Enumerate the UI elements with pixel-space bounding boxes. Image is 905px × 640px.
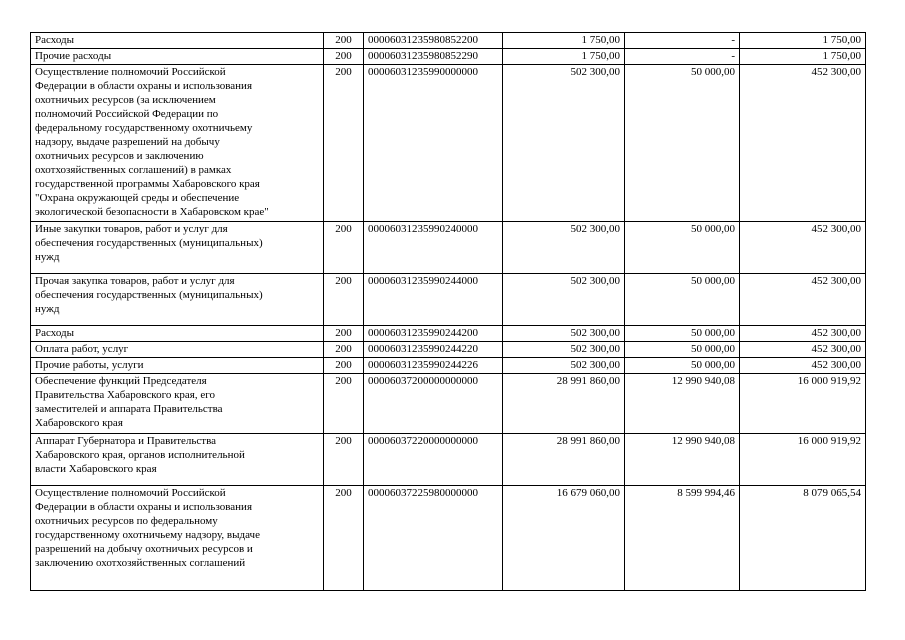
table-row [31,65,866,222]
unexecuted-amount-cell: 1 750,00 [740,49,866,65]
executed-amount-cell: 50 000,00 [625,326,740,342]
unexecuted-amount-cell: 1 750,00 [740,33,866,49]
table-row [31,222,866,274]
budget-execution-table [30,32,866,591]
executed-amount-cell: 8 599 994,46 [625,486,740,591]
unexecuted-amount-cell: 452 300,00 [740,326,866,342]
executed-amount-cell: 50 000,00 [625,65,740,222]
table-row [31,33,866,49]
table-body [31,33,866,591]
executed-amount-cell: - [625,33,740,49]
approved-amount-cell: 1 750,00 [503,49,625,65]
line-code-cell: 200 [324,274,364,326]
unexecuted-amount-cell: 452 300,00 [740,222,866,274]
unexecuted-amount-cell: 16 000 919,92 [740,374,866,434]
table-row [31,274,866,326]
approved-amount-cell: 502 300,00 [503,342,625,358]
line-code-cell: 200 [324,374,364,434]
line-code-cell: 200 [324,434,364,486]
executed-amount-cell: 12 990 940,08 [625,374,740,434]
budget-code-cell: 00006031235990244226 [364,358,503,374]
approved-amount-cell: 28 991 860,00 [503,434,625,486]
approved-amount-cell: 502 300,00 [503,326,625,342]
executed-amount-cell: - [625,49,740,65]
executed-amount-cell: 50 000,00 [625,274,740,326]
line-code-cell: 200 [324,33,364,49]
budget-code-cell: 00006031235980852290 [364,49,503,65]
line-code-cell: 200 [324,326,364,342]
approved-amount-cell: 502 300,00 [503,65,625,222]
budget-code-cell: 00006037200000000000 [364,374,503,434]
unexecuted-amount-cell: 16 000 919,92 [740,434,866,486]
row-name-cell: Оплата работ, услуг [31,342,324,358]
line-code-cell: 200 [324,486,364,591]
row-name-cell: Прочие расходы [31,49,324,65]
table-row [31,486,866,591]
row-name-cell: Аппарат Губернатора и Правительства Хабаровского края, органов исполнительной власти Хабаровского края [31,434,324,486]
budget-code-cell: 00006031235990244220 [364,342,503,358]
unexecuted-amount-cell: 452 300,00 [740,65,866,222]
table-row [31,342,866,358]
executed-amount-cell: 50 000,00 [625,342,740,358]
budget-code-cell: 00006031235980852200 [364,33,503,49]
budget-code-cell: 00006031235990244000 [364,274,503,326]
line-code-cell: 200 [324,49,364,65]
budget-code-cell: 00006031235990240000 [364,222,503,274]
line-code-cell: 200 [324,358,364,374]
row-name-cell: Обеспечение функций Председателя Правительства Хабаровского края, его заместителей и аппарата Правительства Хабаровского края [31,374,324,434]
row-name-cell: Осуществление полномочий Российской Федерации в области охраны и использования охотничьих ресурсов (за исключением полномочий Российской Федерации по федеральному государственному охотничьему надзору, выдаче разрешений на добычу охотничьих ресурсов и заключению охотхозяйственных соглашений) в рамках государственной программы Хабаровского края "Охрана окружающей среды и обеспечение экологической безопасности в Хабаровском крае" [31,65,324,222]
row-name-cell: Расходы [31,326,324,342]
table-row [31,49,866,65]
row-name-cell: Прочая закупка товаров, работ и услуг для обеспечения государственных (муниципальных) нужд [31,274,324,326]
unexecuted-amount-cell: 452 300,00 [740,342,866,358]
approved-amount-cell: 16 679 060,00 [503,486,625,591]
executed-amount-cell: 50 000,00 [625,358,740,374]
approved-amount-cell: 28 991 860,00 [503,374,625,434]
table-row [31,434,866,486]
row-name-cell: Расходы [31,33,324,49]
executed-amount-cell: 50 000,00 [625,222,740,274]
unexecuted-amount-cell: 452 300,00 [740,274,866,326]
row-name-cell: Иные закупки товаров, работ и услуг для обеспечения государственных (муниципальных) нужд [31,222,324,274]
line-code-cell: 200 [324,222,364,274]
line-code-cell: 200 [324,65,364,222]
budget-code-cell: 00006037225980000000 [364,486,503,591]
table-row [31,358,866,374]
approved-amount-cell: 502 300,00 [503,274,625,326]
table-row [31,326,866,342]
unexecuted-amount-cell: 452 300,00 [740,358,866,374]
executed-amount-cell: 12 990 940,08 [625,434,740,486]
row-name-cell: Осуществление полномочий Российской Федерации в области охраны и использования охотничьих ресурсов по федеральному государственному охотничьему надзору, выдаче разрешений на добычу охотничьих ресурсов и заключению охотхозяйственных соглашений [31,486,324,591]
approved-amount-cell: 1 750,00 [503,33,625,49]
budget-code-cell: 00006031235990244200 [364,326,503,342]
approved-amount-cell: 502 300,00 [503,358,625,374]
budget-code-cell: 00006031235990000000 [364,65,503,222]
table-row [31,374,866,434]
budget-code-cell: 00006037220000000000 [364,434,503,486]
row-name-cell: Прочие работы, услуги [31,358,324,374]
line-code-cell: 200 [324,342,364,358]
unexecuted-amount-cell: 8 079 065,54 [740,486,866,591]
approved-amount-cell: 502 300,00 [503,222,625,274]
